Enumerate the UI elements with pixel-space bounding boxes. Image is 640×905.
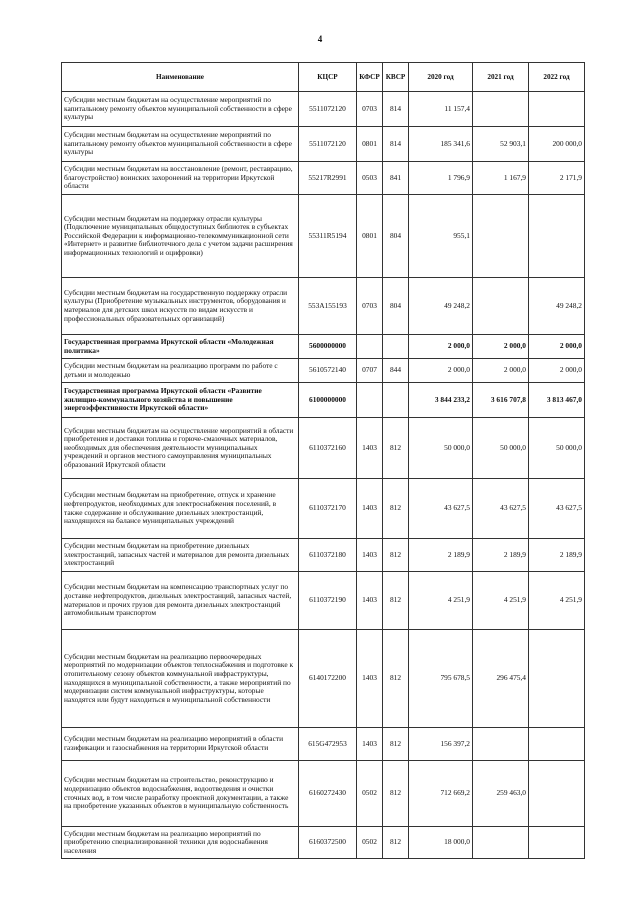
cell-kfsr: 0503 xyxy=(357,162,383,195)
cell-kcsr: 55311R5194 xyxy=(299,195,357,278)
cell-kvsr: 841 xyxy=(383,162,409,195)
header-kfsr: КФСР xyxy=(357,63,383,92)
cell-2022 xyxy=(529,827,585,859)
table-row xyxy=(62,761,585,827)
cell-2021 xyxy=(473,827,529,859)
cell-2020: 955,1 xyxy=(409,195,473,278)
header-2020: 2020 год xyxy=(409,63,473,92)
cell-2021: 2 000,0 xyxy=(473,335,529,359)
cell-kcsr: 5511072120 xyxy=(299,127,357,162)
cell-kcsr: 553A155193 xyxy=(299,278,357,335)
cell-kcsr: 6100000000 xyxy=(299,383,357,418)
cell-kcsr: 615G472953 xyxy=(299,728,357,761)
cell-kvsr: 812 xyxy=(383,479,409,539)
table-row xyxy=(62,827,585,859)
table-row xyxy=(62,335,585,359)
cell-2022: 43 627,5 xyxy=(529,479,585,539)
cell-kfsr: 1403 xyxy=(357,630,383,728)
cell-2020: 795 678,5 xyxy=(409,630,473,728)
cell-2020: 11 157,4 xyxy=(409,92,473,127)
cell-2022: 3 813 467,0 xyxy=(529,383,585,418)
cell-2022 xyxy=(529,761,585,827)
cell-kvsr: 812 xyxy=(383,418,409,479)
header-name: Наименование xyxy=(62,63,299,92)
cell-2021: 2 189,9 xyxy=(473,539,529,572)
cell-name: Субсидии местным бюджетам на реализацию мероприятий по приобретению специализированной техники для водоснабжения населения xyxy=(62,827,299,859)
table-row xyxy=(62,630,585,728)
cell-2020: 50 000,0 xyxy=(409,418,473,479)
cell-2022: 200 000,0 xyxy=(529,127,585,162)
cell-2021 xyxy=(473,728,529,761)
header-2021: 2021 год xyxy=(473,63,529,92)
cell-2020: 2 189,9 xyxy=(409,539,473,572)
cell-2020: 712 669,2 xyxy=(409,761,473,827)
cell-name: Субсидии местным бюджетам на осуществление мероприятий в области приобретения и доставки топлива и горюче-смазочных материалов, необходимых для обеспечения деятельности муниципальных учреждений и органов местного самоуправления муниципальных образований Иркутской области xyxy=(62,418,299,479)
table-row xyxy=(62,728,585,761)
cell-2022: 2 189,9 xyxy=(529,539,585,572)
cell-name: Государственная программа Иркутской области «Развитие жилищно-коммунального хозяйства и повышение энергоэффективности Иркутской области» xyxy=(62,383,299,418)
cell-kfsr: 1403 xyxy=(357,479,383,539)
cell-2020: 49 248,2 xyxy=(409,278,473,335)
cell-2020: 4 251,9 xyxy=(409,572,473,630)
header-kvsr: КВСР xyxy=(383,63,409,92)
cell-2020: 156 397,2 xyxy=(409,728,473,761)
cell-name: Субсидии местным бюджетам на осуществление мероприятий по капитальному ремонту объектов муниципальной собственности в сфере культуры xyxy=(62,92,299,127)
cell-kvsr xyxy=(383,383,409,418)
header-2022: 2022 год xyxy=(529,63,585,92)
cell-kfsr: 0502 xyxy=(357,827,383,859)
cell-2020: 3 844 233,2 xyxy=(409,383,473,418)
cell-2020: 185 341,6 xyxy=(409,127,473,162)
cell-kfsr: 0801 xyxy=(357,127,383,162)
table-row xyxy=(62,383,585,418)
cell-kcsr: 6110372190 xyxy=(299,572,357,630)
table-row xyxy=(62,479,585,539)
cell-kfsr xyxy=(357,335,383,359)
cell-name: Субсидии местным бюджетам на государственную поддержку отрасли культуры (Приобретение музыкальных инструментов, оборудования и материалов для детских школ искусств по видам искусств и профессиональных образовательных организаций) xyxy=(62,278,299,335)
cell-2022: 2 000,0 xyxy=(529,335,585,359)
cell-2021: 4 251,9 xyxy=(473,572,529,630)
table-row xyxy=(62,359,585,383)
cell-kvsr: 812 xyxy=(383,827,409,859)
cell-2021: 2 000,0 xyxy=(473,359,529,383)
cell-2022 xyxy=(529,630,585,728)
header-kcsr: КЦСР xyxy=(299,63,357,92)
cell-2021 xyxy=(473,92,529,127)
cell-2020: 18 000,0 xyxy=(409,827,473,859)
cell-kvsr: 812 xyxy=(383,539,409,572)
table-row xyxy=(62,92,585,127)
table-row xyxy=(62,127,585,162)
cell-2021 xyxy=(473,195,529,278)
cell-kvsr xyxy=(383,335,409,359)
cell-kcsr: 6160372500 xyxy=(299,827,357,859)
cell-kvsr: 812 xyxy=(383,761,409,827)
cell-kfsr: 1403 xyxy=(357,728,383,761)
table-row xyxy=(62,162,585,195)
cell-kcsr: 6110372160 xyxy=(299,418,357,479)
cell-2022: 2 171,9 xyxy=(529,162,585,195)
table-row xyxy=(62,278,585,335)
cell-kfsr xyxy=(357,383,383,418)
table-row xyxy=(62,195,585,278)
cell-kcsr: 6110372180 xyxy=(299,539,357,572)
cell-2021: 259 463,0 xyxy=(473,761,529,827)
cell-name: Субсидии местным бюджетам на реализацию программ по работе с детьми и молодежью xyxy=(62,359,299,383)
cell-kcsr: 6140172200 xyxy=(299,630,357,728)
cell-kcsr: 6110372170 xyxy=(299,479,357,539)
cell-name: Субсидии местным бюджетам на реализацию мероприятий в области газификации и газоснабжения на территории Иркутской области xyxy=(62,728,299,761)
cell-2022: 50 000,0 xyxy=(529,418,585,479)
cell-kfsr: 0707 xyxy=(357,359,383,383)
cell-2021: 296 475,4 xyxy=(473,630,529,728)
cell-name: Государственная программа Иркутской области «Молодежная политика» xyxy=(62,335,299,359)
budget-table xyxy=(61,62,585,859)
cell-2020: 1 796,9 xyxy=(409,162,473,195)
cell-2021: 3 616 707,8 xyxy=(473,383,529,418)
cell-kcsr: 5511072120 xyxy=(299,92,357,127)
cell-2022: 2 000,0 xyxy=(529,359,585,383)
cell-2022 xyxy=(529,195,585,278)
cell-kcsr: 6160272430 xyxy=(299,761,357,827)
cell-kvsr: 814 xyxy=(383,127,409,162)
table-body xyxy=(62,92,585,859)
cell-2021: 1 167,9 xyxy=(473,162,529,195)
cell-2021: 52 903,1 xyxy=(473,127,529,162)
cell-kfsr: 1403 xyxy=(357,418,383,479)
page-number: 4 xyxy=(317,34,323,44)
cell-kfsr: 0801 xyxy=(357,195,383,278)
cell-name: Субсидии местным бюджетам на восстановление (ремонт, реставрацию, благоустройство) воинских захоронений на территории Иркутской области xyxy=(62,162,299,195)
cell-kfsr: 1403 xyxy=(357,572,383,630)
cell-kvsr: 814 xyxy=(383,92,409,127)
cell-name: Субсидии местным бюджетам на приобретение дизельных электростанций, запасных частей и материалов для ремонта дизельных электростанций xyxy=(62,539,299,572)
cell-kvsr: 804 xyxy=(383,195,409,278)
cell-kvsr: 812 xyxy=(383,728,409,761)
cell-kcsr: 5610572140 xyxy=(299,359,357,383)
cell-name: Субсидии местным бюджетам на компенсацию транспортных услуг по доставке нефтепродуктов, дизельных электростанций, запасных частей, материалов и прочих грузов для ремонта дизельных электростанций автомобильным транспортом xyxy=(62,572,299,630)
cell-2020: 2 000,0 xyxy=(409,335,473,359)
cell-2020: 43 627,5 xyxy=(409,479,473,539)
cell-name: Субсидии местным бюджетам на поддержку отрасли культуры (Подключение муниципальных общедоступных библиотек в субъектах Российской Федерации к информационно-телекоммуникационной сети «Интернет» и развитие библиотечного дела с учетом задачи расширения информационных технологий и оцифровки) xyxy=(62,195,299,278)
table-header-row xyxy=(62,63,585,92)
cell-kfsr: 0502 xyxy=(357,761,383,827)
cell-kvsr: 812 xyxy=(383,630,409,728)
cell-kvsr: 804 xyxy=(383,278,409,335)
cell-2021: 50 000,0 xyxy=(473,418,529,479)
cell-name: Субсидии местным бюджетам на осуществление мероприятий по капитальному ремонту объектов муниципальной собственности в сфере культуры xyxy=(62,127,299,162)
cell-2022: 49 248,2 xyxy=(529,278,585,335)
cell-2020: 2 000,0 xyxy=(409,359,473,383)
cell-kcsr: 5600000000 xyxy=(299,335,357,359)
table-row xyxy=(62,539,585,572)
cell-name: Субсидии местным бюджетам на реализацию первоочередных мероприятий по модернизации объектов теплоснабжения и подготовке к отопительному сезону объектов коммунальной инфраструктуры, находящихся в муниципальной собственности, а также мероприятий по модернизации систем коммунальной инфраструктуры, которые находятся или будут находиться в муниципальной собственности xyxy=(62,630,299,728)
cell-2022 xyxy=(529,728,585,761)
table-row xyxy=(62,418,585,479)
cell-2021 xyxy=(473,278,529,335)
cell-2021: 43 627,5 xyxy=(473,479,529,539)
cell-2022: 4 251,9 xyxy=(529,572,585,630)
cell-kfsr: 1403 xyxy=(357,539,383,572)
cell-kvsr: 844 xyxy=(383,359,409,383)
table-row xyxy=(62,572,585,630)
cell-kcsr: 55217R2991 xyxy=(299,162,357,195)
cell-name: Субсидии местным бюджетам на приобретение, отпуск и хранение нефтепродуктов, необходимых для электроснабжения поселений, в также содержание и обслуживание дизельных электростанций, находящихся на балансе муниципальных учреждений xyxy=(62,479,299,539)
cell-kfsr: 0703 xyxy=(357,278,383,335)
cell-2022 xyxy=(529,92,585,127)
cell-kfsr: 0703 xyxy=(357,92,383,127)
cell-kvsr: 812 xyxy=(383,572,409,630)
cell-name: Субсидии местным бюджетам на строительство, реконструкцию и модернизацию объектов водоснабжения, водоотведения и очистки сточных вод, в том числе разработку проектной документации, а также на приобретение указанных объектов в муниципальную собственность xyxy=(62,761,299,827)
